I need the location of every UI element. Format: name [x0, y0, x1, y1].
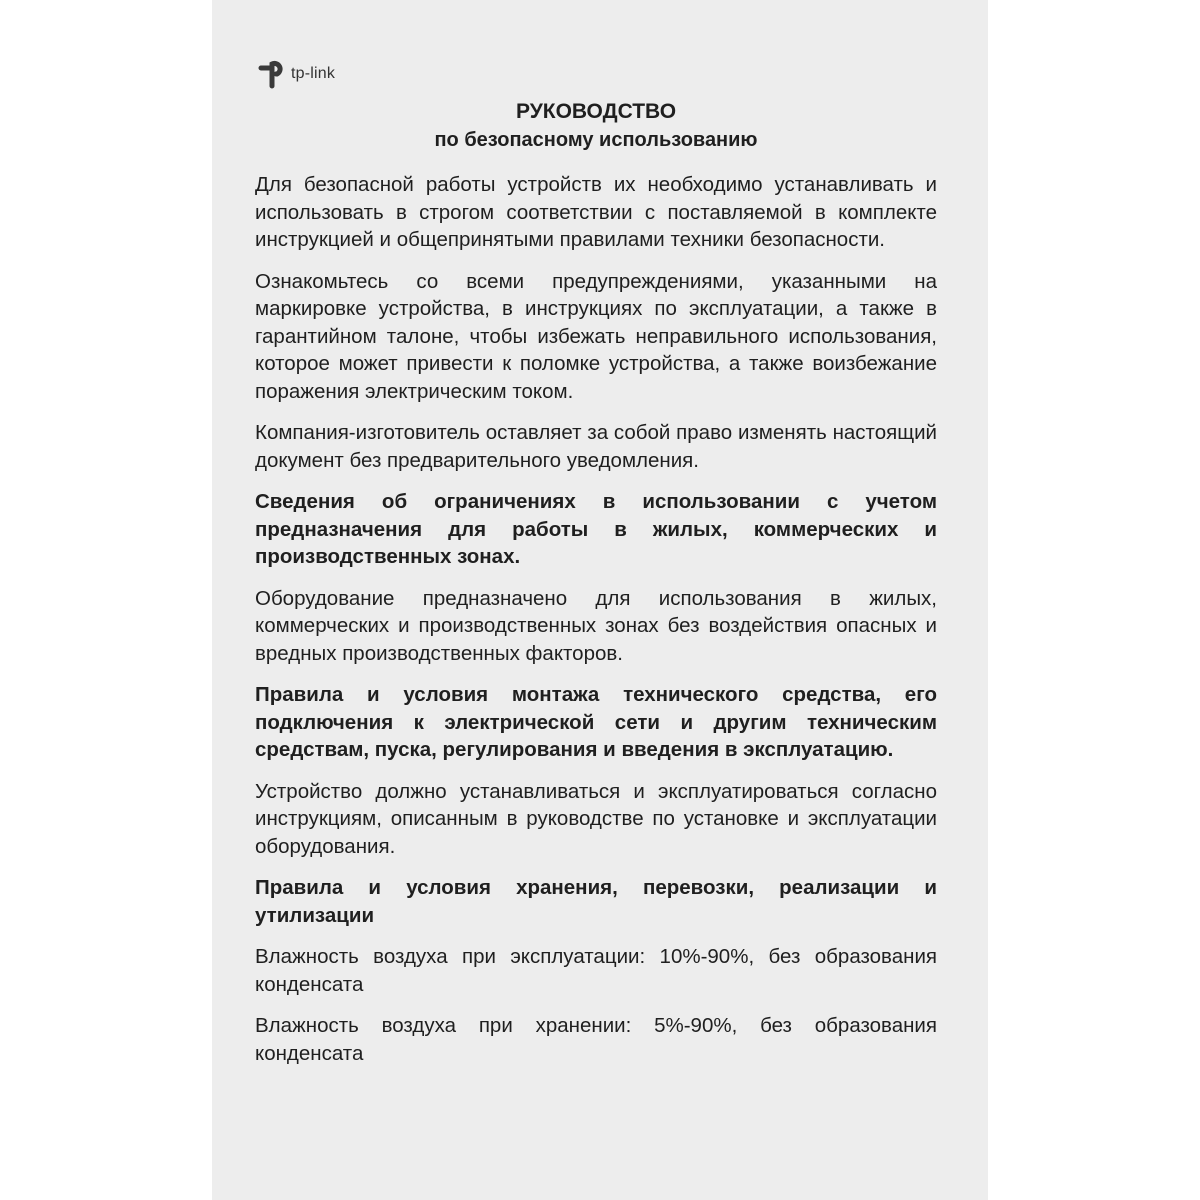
heading-usage-restrictions: Сведения об ограничениях в использовании с учетом предназначения для работы в жилых, коммерческих и производственных зонах. [255, 490, 937, 568]
document-content [255, 98, 937, 1081]
paragraph-warnings: Ознакомьтесь со всеми предупреждениями, указанными на маркировке устройства, в инструкциях по эксплуатации, а также в гарантийном талоне, чтобы избежать неправильного использования, которое может привести к поломке устройства, а также воизбежание поражения электрическим током. [255, 269, 937, 403]
paragraph-storage-humidity: Влажность воздуха при хранении: 5%-90%, без образования конденсата [255, 1014, 937, 1065]
paragraph-installation-instructions: Устройство должно устанавливаться и эксплуатироваться согласно инструкциям, описанным в руководстве по установке и эксплуатации оборудования. [255, 779, 937, 858]
heading-storage-rules: Правила и условия хранения, перевозки, реализации и утилизации [255, 876, 937, 927]
document-subtitle: по безопасному использованию [434, 129, 758, 151]
paragraph-intended-use: Оборудование предназначено для использования в жилых, коммерческих и производственных зонах без воздействия опасных и вредных производственных факторов. [255, 586, 937, 665]
brand-logo [255, 58, 335, 90]
paragraph-operating-humidity: Влажность воздуха при эксплуатации: 10%-90%, без образования конденсата [255, 945, 937, 996]
document-title: РУКОВОДСТВО [515, 100, 677, 123]
heading-installation-rules: Правила и условия монтажа технического средства, его подключения к электрической сети и другим техническим средствам, пуска, регулирования и введения в эксплуатацию. [255, 683, 937, 761]
paragraph-rights: Компания-изготовитель оставляет за собой право изменять настоящий документ без предварительного уведомления. [255, 421, 937, 472]
tp-link-logo-icon [255, 58, 289, 90]
logo-text: tp-link [291, 65, 336, 82]
paragraph-installation-usage: Для безопасной работы устройств их необходимо устанавливать и использовать в строгом соответствии с поставляемой в комплекте инструкцией и общепринятыми правилами техники безопасности. [255, 173, 937, 251]
